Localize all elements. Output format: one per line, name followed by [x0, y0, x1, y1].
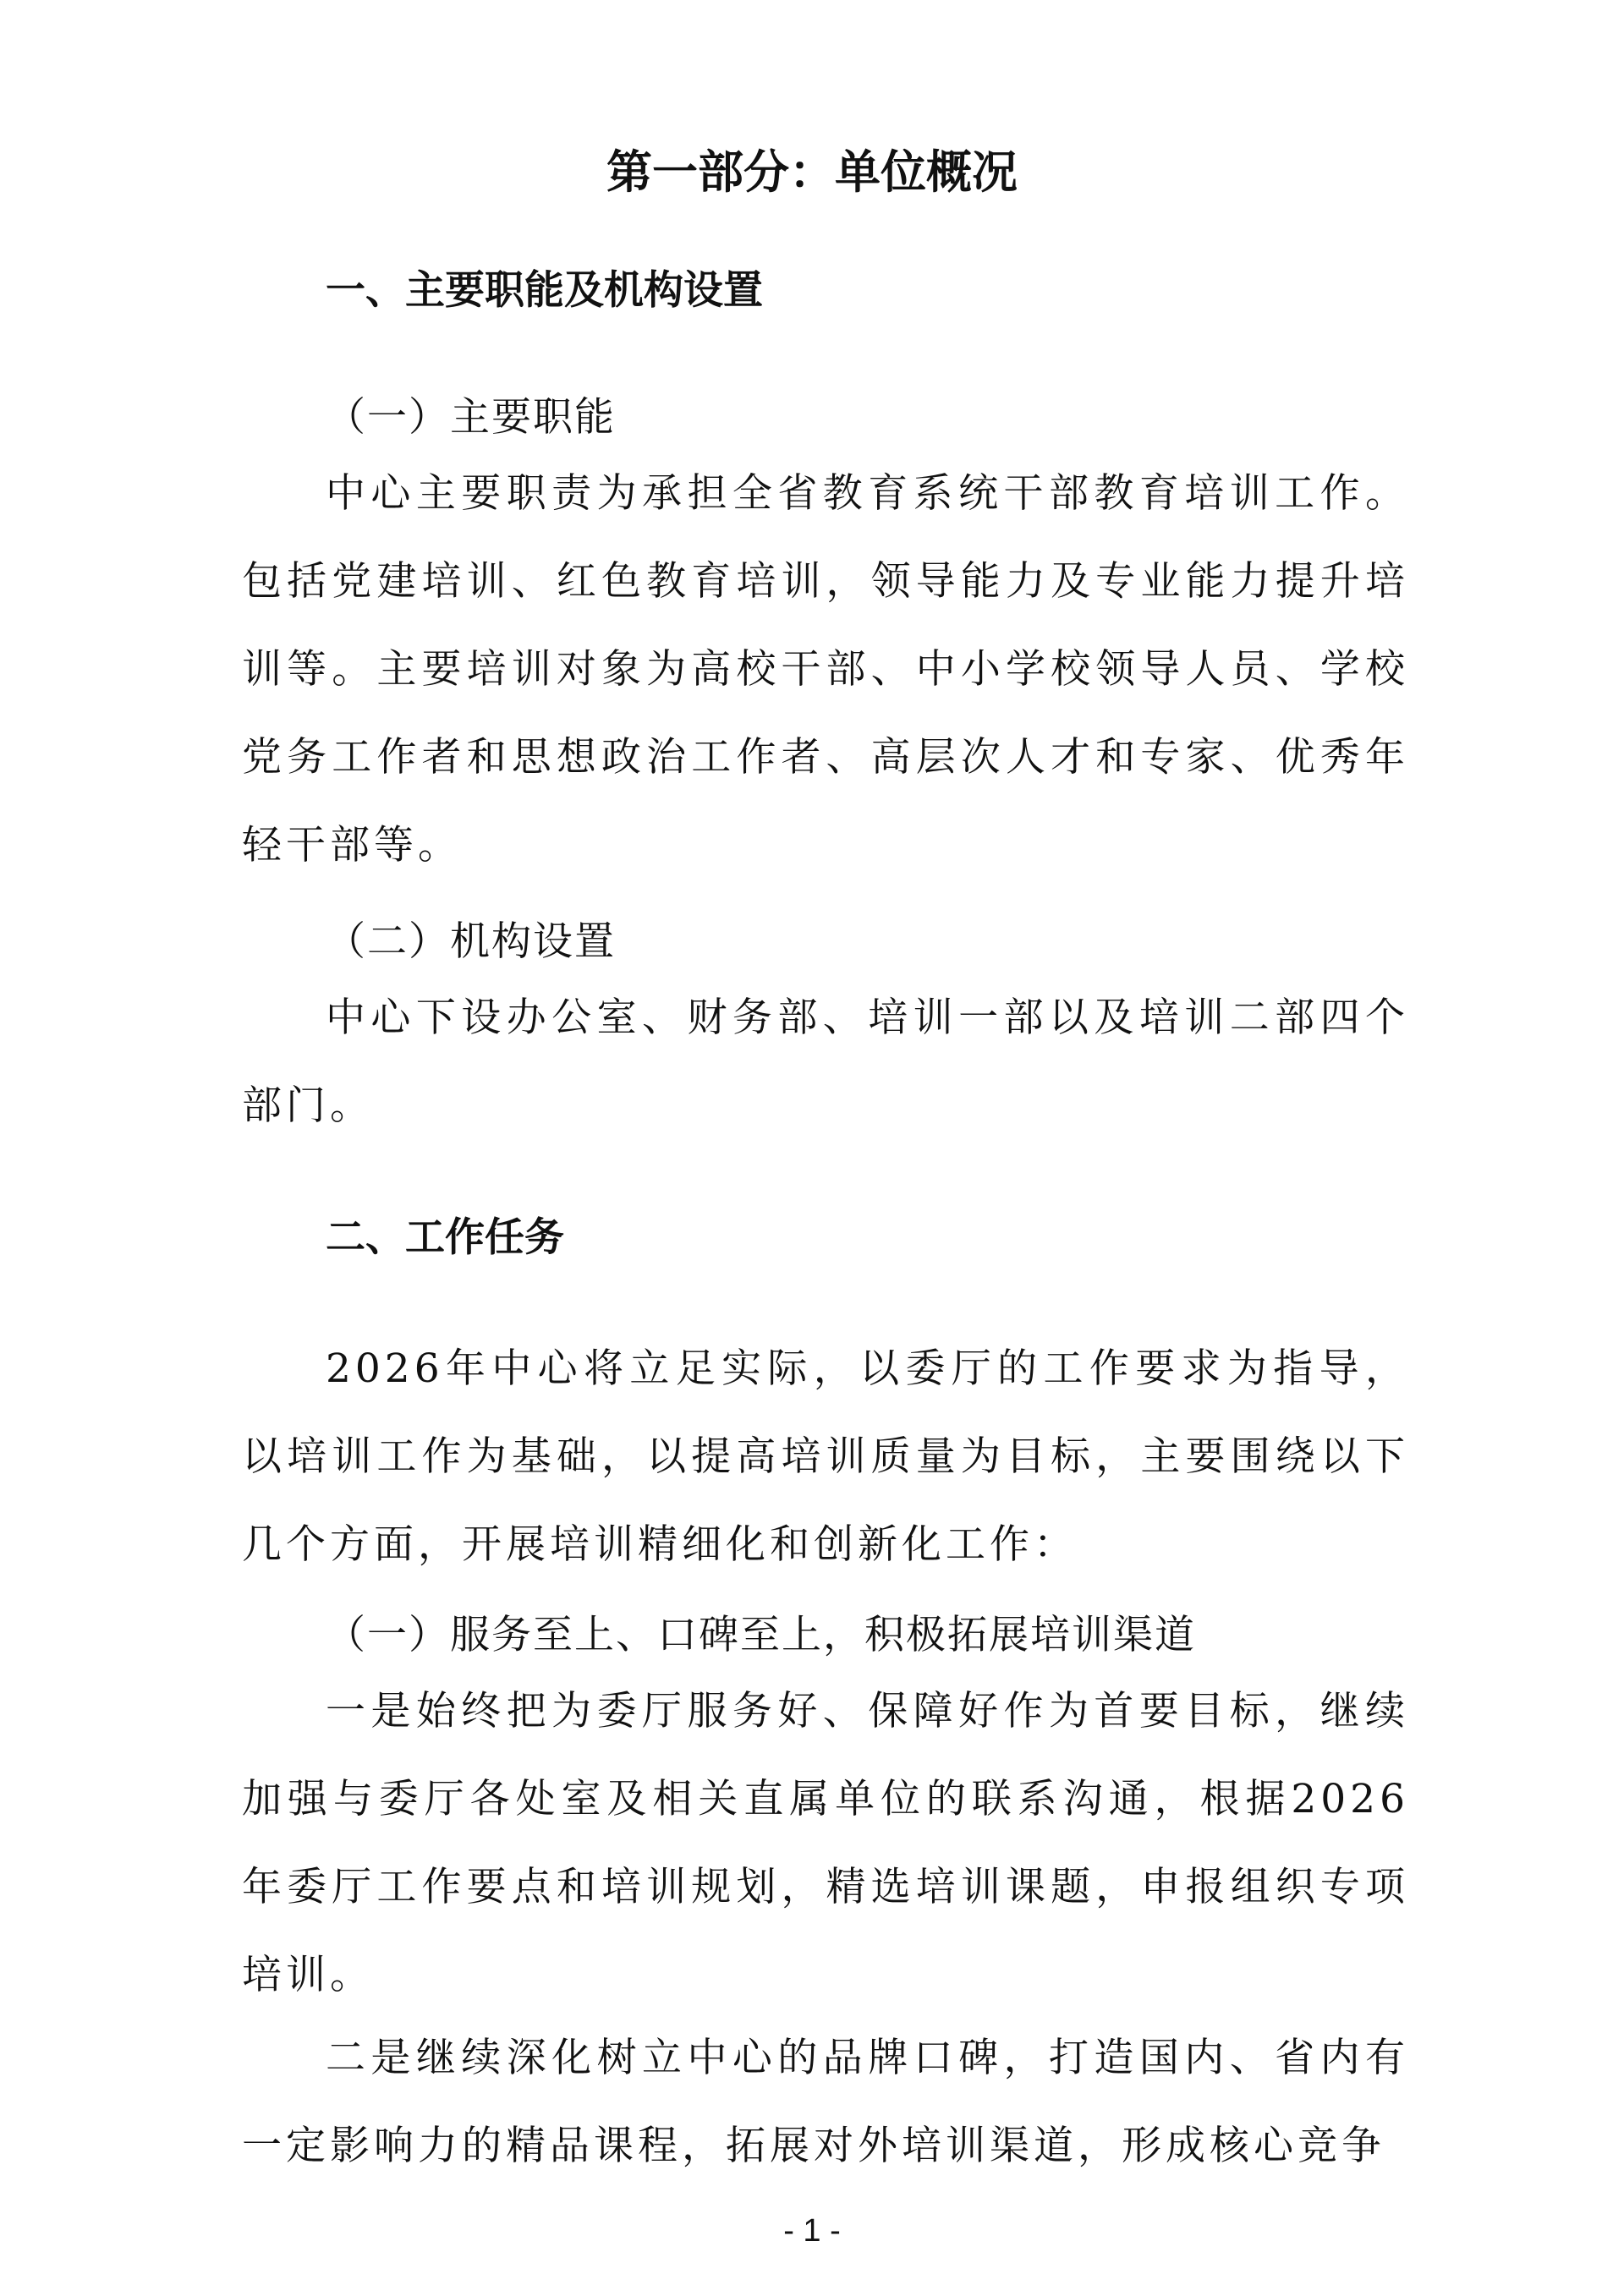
subheading-organization: （二）机构设置	[326, 918, 616, 965]
paragraph-point-two: 二是继续深化树立中心的品牌口碑，打造国内、省内有一定影响力的精品课程，拓展对外培训渠道，形成核心竞争	[242, 2035, 1409, 2169]
section-heading-tasks: 二、工作任务	[326, 1214, 564, 1261]
paragraph-organization: 中心下设办公室、财务部、培训一部以及培训二部四个部门。	[242, 995, 1409, 1129]
paragraph-tasks-intro: 2026年中心将立足实际，以委厅的工作要求为指导，以培训工作为基础，以提高培训质量为目标，主要围绕以下几个方面，开展培训精细化和创新化工作：	[242, 1345, 1409, 1568]
paragraph-main-functions: 中心主要职责为承担全省教育系统干部教育培训工作。包括党建培训、红色教育培训，领导能力及专业能力提升培训等。主要培训对象为高校干部、中小学校领导人员、学校党务工作者和思想政治工作者、高层次人才和专家、优秀年轻干部等。	[242, 470, 1409, 869]
subheading-main-functions: （一）主要职能	[326, 394, 616, 441]
page-number: - 1 -	[783, 2213, 841, 2249]
paragraph-point-one: 一是始终把为委厅服务好、保障好作为首要目标，继续加强与委厅各处室及相关直属单位的联系沟通，根据2026年委厅工作要点和培训规划，精选培训课题，申报组织专项培训。	[242, 1688, 1409, 1998]
subheading-service-first: （一）服务至上、口碑至上，积极拓展培训渠道	[326, 1612, 1196, 1658]
section-heading-functions: 一、主要职能及机构设置	[326, 267, 763, 314]
page-title: 第一部分：单位概况	[606, 145, 1018, 199]
